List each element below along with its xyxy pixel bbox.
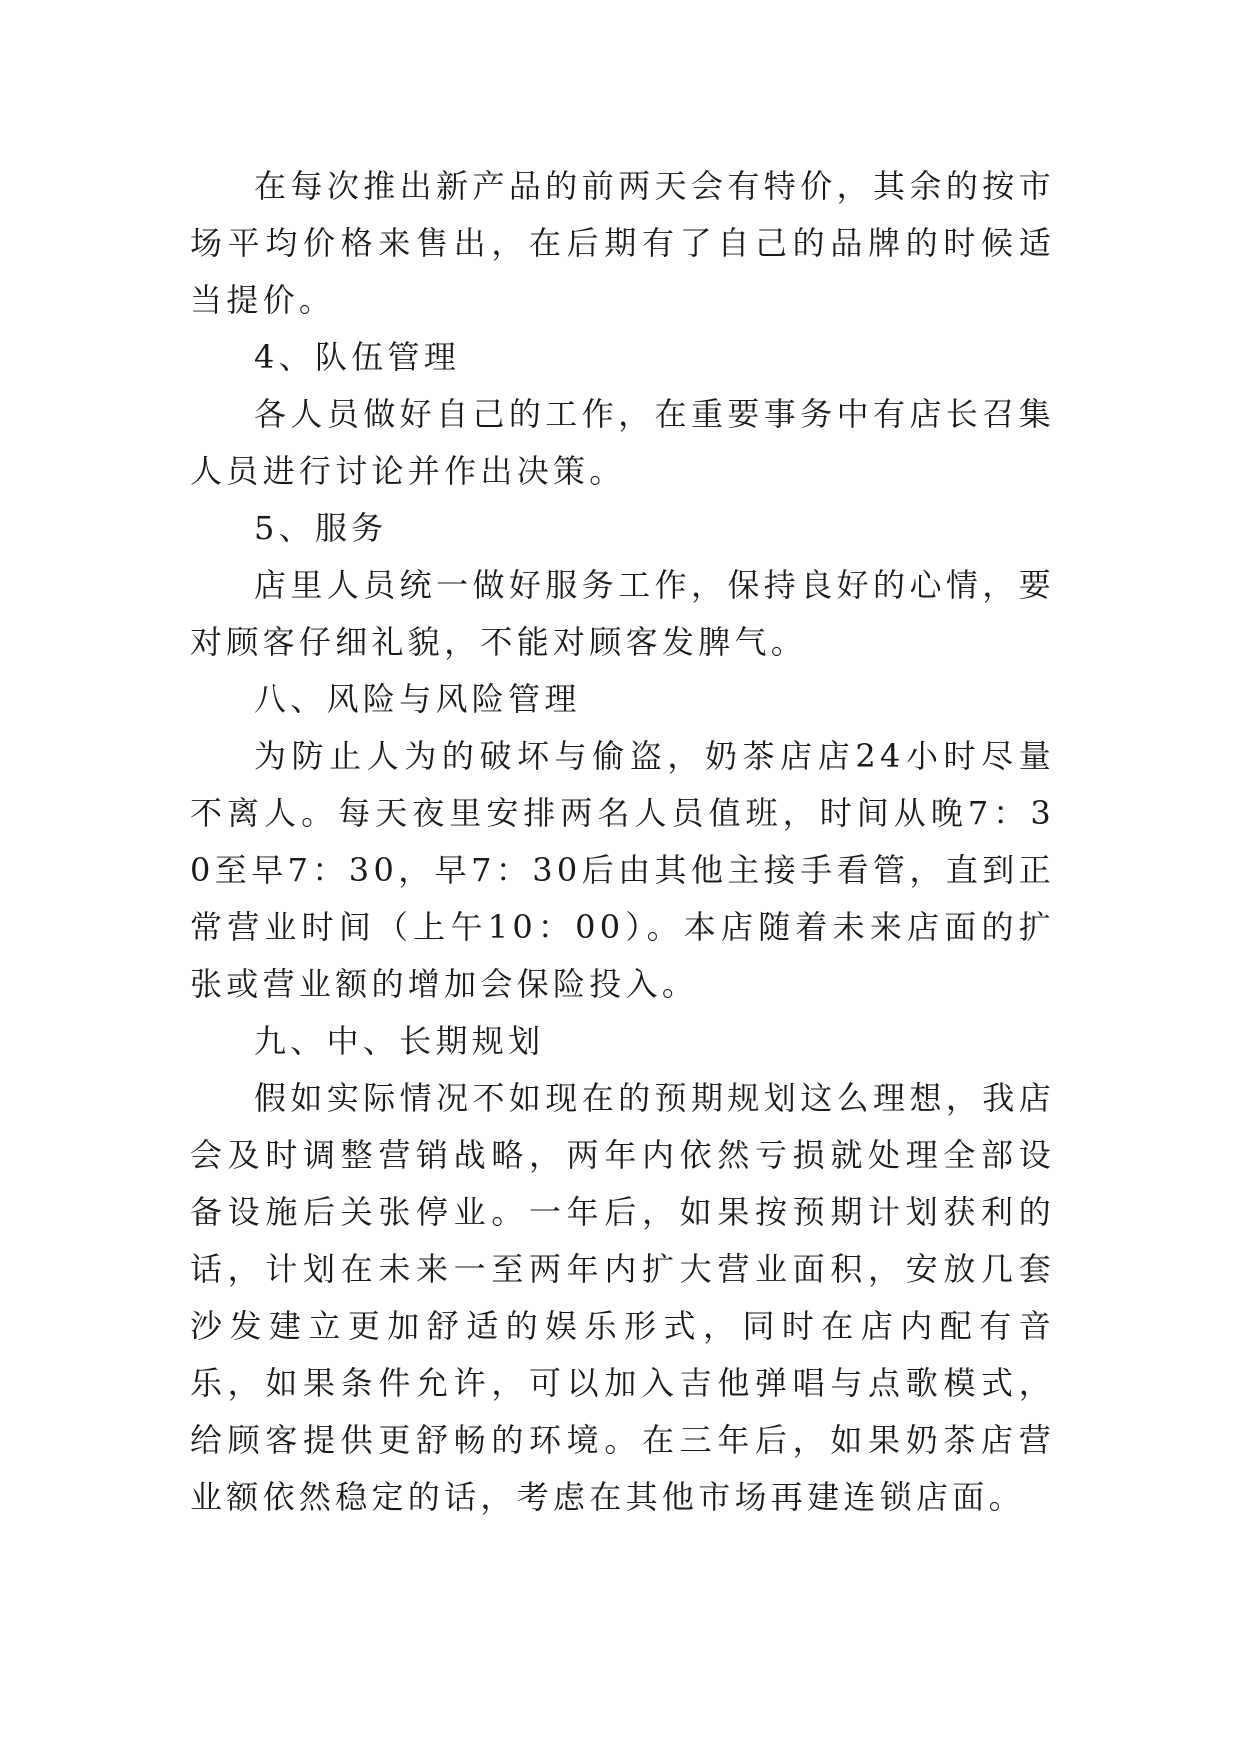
paragraph-service: 店里人员统一做好服务工作，保持良好的心情，要对顾客仔细礼貌，不能对顾客发脾气。 — [190, 566, 1055, 661]
paragraph-pricing: 在每次推出新产品的前两天会有特价，其余的按市场平均价格来售出，在后期有了自己的品牌的时候适当提价。 — [190, 167, 1055, 319]
heading-risk-management: 八、风险与风险管理 — [254, 680, 581, 718]
paragraph-team-management: 各人员做好自己的工作，在重要事务中有店长召集人员进行讨论并作出决策。 — [190, 395, 1055, 490]
document-body — [190, 158, 1055, 1526]
heading-long-term-plan: 九、中、长期规划 — [254, 1022, 545, 1060]
paragraph-risk-management: 为防止人为的破坏与偷盗，奶茶店店24小时尽量不离人。每天夜里安排两名人员值班，时间从晚7：30至早7：30，早7：30后由其他主接手看管，直到正常营业时间（上午10：00）。本店随着未来店面的扩张或营业额的增加会保险投入。 — [190, 737, 1055, 1003]
paragraph-long-term-plan: 假如实际情况不如现在的预期规划这么理想，我店会及时调整营销战略，两年内依然亏损就处理全部设备设施后关张停业。一年后，如果按预期计划获利的话，计划在未来一至两年内扩大营业面积，安放几套沙发建立更加舒适的娱乐形式，同时在店内配有音乐，如果条件允许，可以加入吉他弹唱与点歌模式，给顾客提供更舒畅的环境。在三年后，如果奶茶店营业额依然稳定的话，考虑在其他市场再建连锁店面。 — [190, 1079, 1055, 1516]
heading-service: 5、服务 — [254, 509, 388, 547]
heading-team-management: 4、队伍管理 — [254, 338, 461, 376]
